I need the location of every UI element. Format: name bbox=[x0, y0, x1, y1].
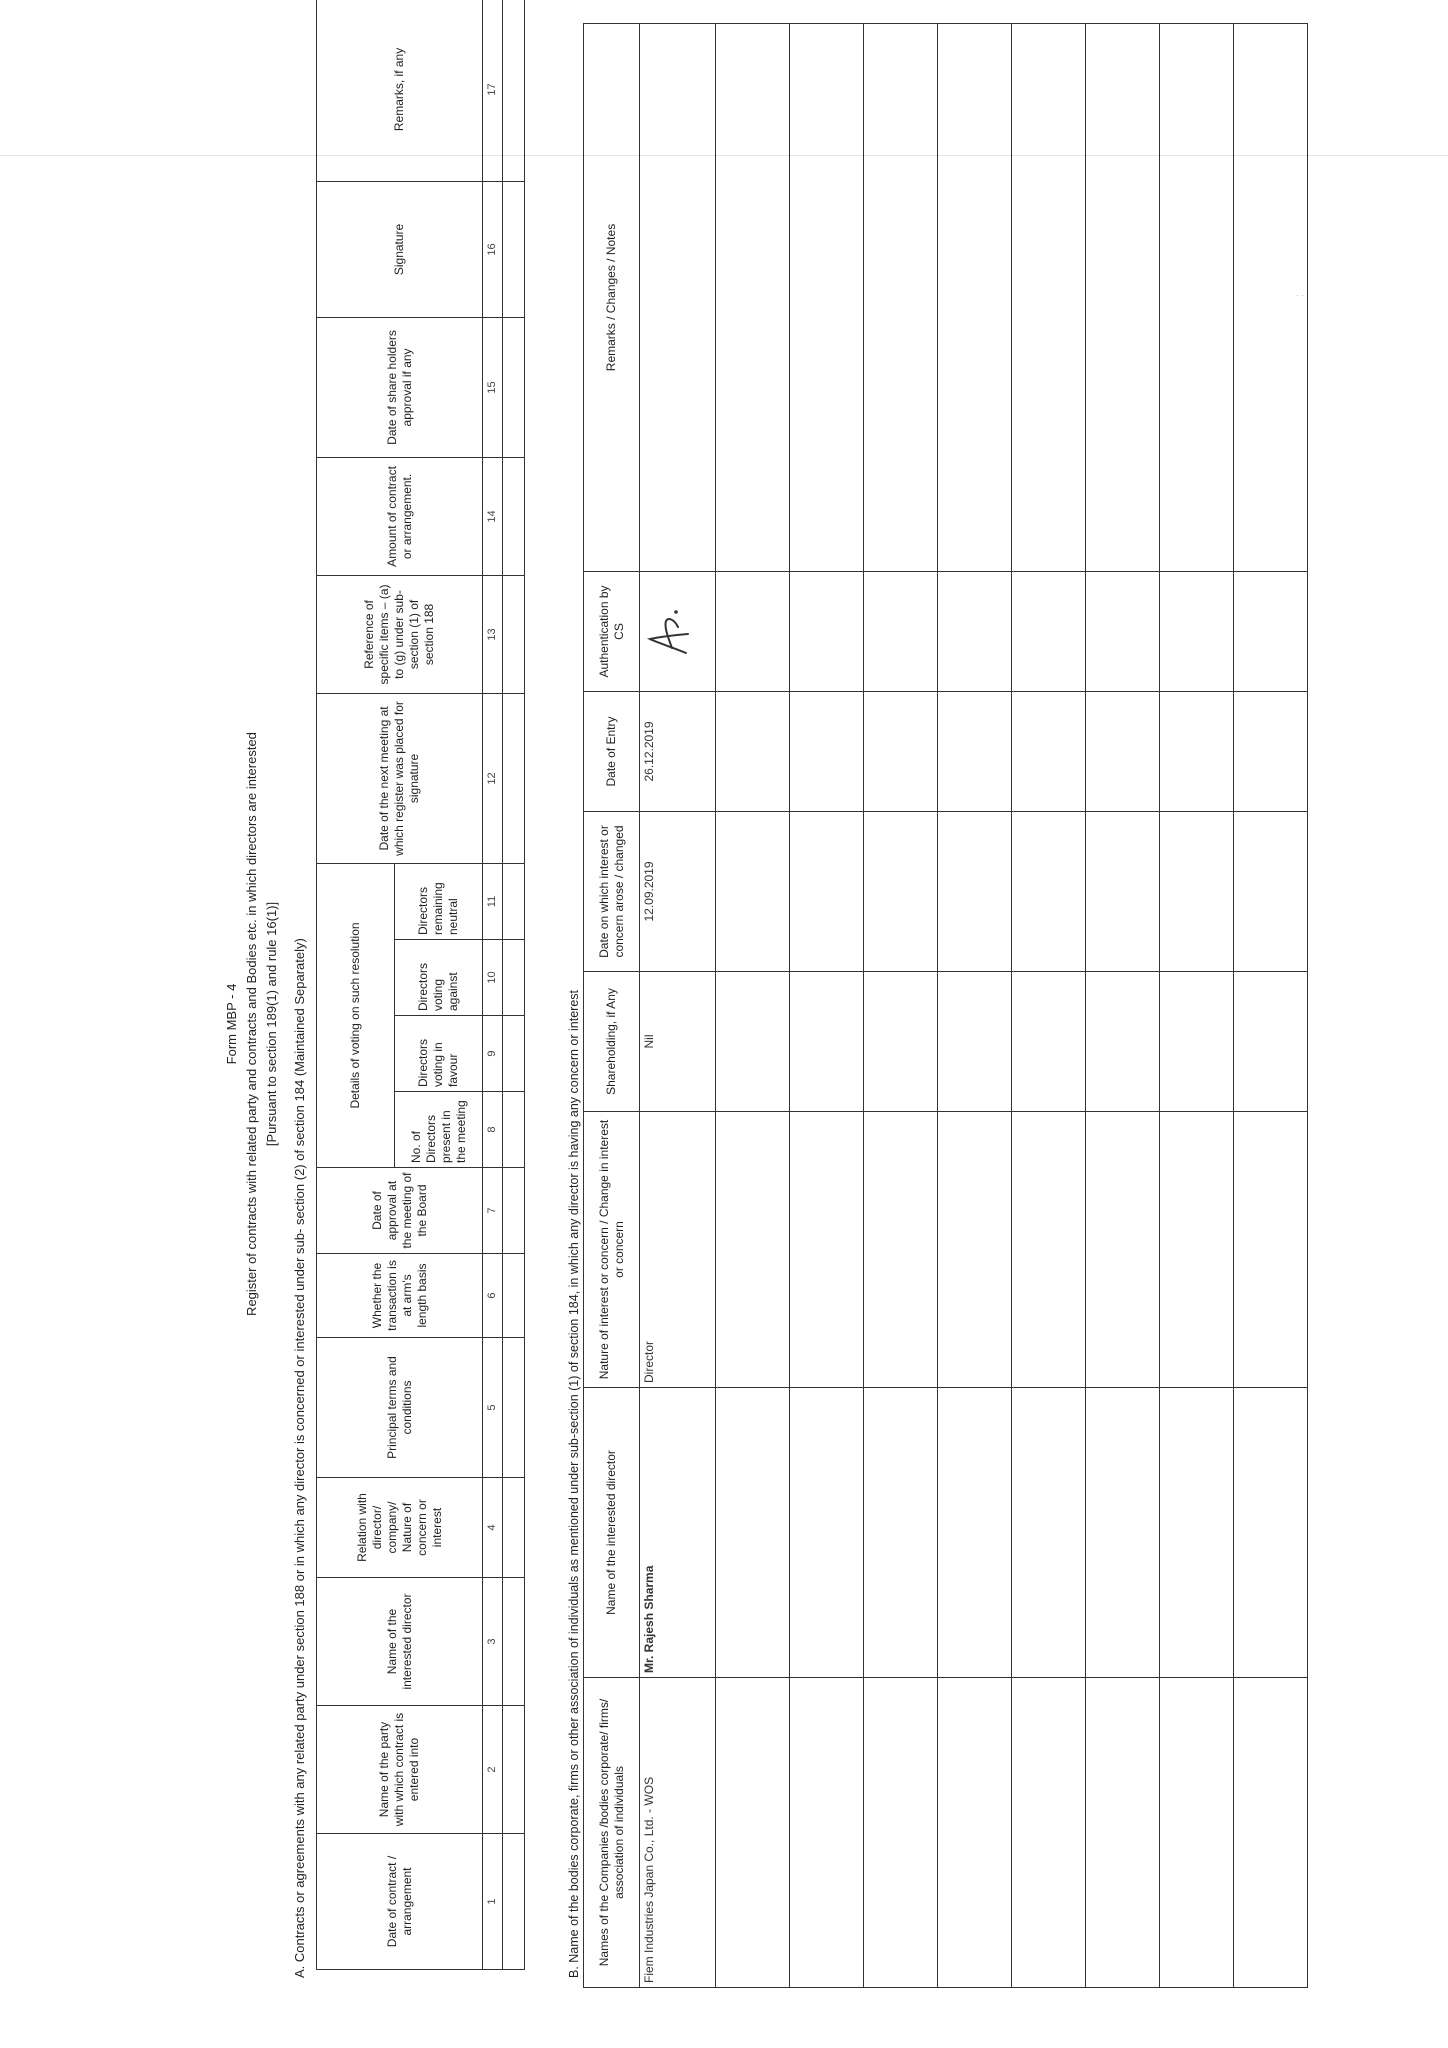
col-number: 4 bbox=[483, 1478, 503, 1578]
col-number: 8 bbox=[483, 1092, 503, 1168]
col-directors-against: Directors voting against bbox=[395, 940, 483, 1016]
col-number: 9 bbox=[483, 1016, 503, 1092]
col-number: 5 bbox=[483, 1338, 503, 1478]
table-cell bbox=[1234, 812, 1308, 972]
table-cell bbox=[938, 692, 1012, 812]
col-number: 10 bbox=[483, 940, 503, 1016]
table-row bbox=[938, 24, 1012, 1988]
col-shareholder-approval-date: Date of share holders approval if any bbox=[317, 317, 483, 457]
table-cell bbox=[1234, 1678, 1308, 1988]
table-cell bbox=[503, 1834, 525, 1970]
col-directors-present: No. of Directors present in the meeting bbox=[395, 1092, 483, 1168]
table-cell bbox=[1234, 1112, 1308, 1388]
table-cell bbox=[1234, 1388, 1308, 1678]
table-cell bbox=[1086, 972, 1160, 1112]
col-authentication: Authentication by CS bbox=[584, 572, 640, 692]
table-cell bbox=[503, 1578, 525, 1706]
table-cell bbox=[790, 1112, 864, 1388]
table-row bbox=[1012, 24, 1086, 1988]
table-cell bbox=[503, 1254, 525, 1338]
col-signature: Signature bbox=[317, 181, 483, 317]
table-cell bbox=[503, 1338, 525, 1478]
table-cell bbox=[1234, 572, 1308, 692]
table-cell bbox=[716, 972, 790, 1112]
col-board-approval-date: Date of approval at the meeting of the Board bbox=[317, 1168, 483, 1254]
table-cell bbox=[864, 1678, 938, 1988]
table-cell bbox=[1086, 1112, 1160, 1388]
table-cell bbox=[938, 24, 1012, 572]
table-cell bbox=[1160, 24, 1234, 572]
col-directors-neutral: Directors remaining neutral bbox=[395, 863, 483, 939]
table-cell bbox=[716, 24, 790, 572]
table-row bbox=[1160, 24, 1234, 1988]
director-name-cell: Mr. Rajesh Sharma bbox=[640, 1388, 716, 1678]
col-contract-amount: Amount of contract or arrangement. bbox=[317, 457, 483, 575]
col-section-188-reference: Reference of specific items – (a) to (g) under sub-section (1) of section 188 bbox=[317, 575, 483, 693]
table-cell bbox=[938, 1678, 1012, 1988]
table-cell bbox=[503, 1168, 525, 1254]
table-cell bbox=[1012, 24, 1086, 572]
table-cell bbox=[1160, 1678, 1234, 1988]
col-number: 7 bbox=[483, 1168, 503, 1254]
col-date-of-contract: Date of contract / arrangement bbox=[317, 1834, 483, 1970]
part-a-table bbox=[316, 0, 525, 1970]
table-cell bbox=[503, 575, 525, 693]
col-nature-of-interest: Nature of interest or concern / Change in interest or concern bbox=[584, 1112, 640, 1388]
part-a-caption bbox=[292, 938, 308, 1978]
col-number: 6 bbox=[483, 1254, 503, 1338]
form-number: Form MBP - 4 bbox=[224, 983, 239, 1065]
shareholding-cell: Nil bbox=[640, 972, 716, 1112]
part-a-maintained-note: (Maintained Separately) bbox=[292, 938, 307, 1077]
table-cell bbox=[790, 1678, 864, 1988]
table-cell bbox=[503, 317, 525, 457]
cs-signature-icon bbox=[642, 602, 698, 662]
col-number: 1 bbox=[483, 1834, 503, 1970]
table-cell bbox=[716, 572, 790, 692]
table-row bbox=[864, 24, 938, 1988]
table-cell bbox=[1160, 692, 1234, 812]
col-number: 3 bbox=[483, 1578, 503, 1706]
col-interested-director: Name of the interested director bbox=[317, 1578, 483, 1706]
table-row bbox=[640, 24, 716, 1988]
table-cell bbox=[1012, 972, 1086, 1112]
date-entry-cell: 26.12.2019 bbox=[640, 692, 716, 812]
table-cell bbox=[716, 812, 790, 972]
table-cell bbox=[938, 572, 1012, 692]
part-b-header-row bbox=[584, 24, 640, 1988]
table-cell bbox=[864, 24, 938, 572]
table-cell bbox=[503, 0, 525, 181]
table-cell bbox=[790, 692, 864, 812]
table-cell bbox=[1012, 812, 1086, 972]
date-arose-cell: 12.09.2019 bbox=[640, 812, 716, 972]
table-cell bbox=[503, 1016, 525, 1092]
table-cell bbox=[1086, 692, 1160, 812]
statutory-reference: [Pursuant to section 189(1) and rule 16(1)] bbox=[264, 901, 279, 1147]
company-name-cell: Fiem Industries Japan Co., Ltd. - WOS bbox=[640, 1678, 716, 1988]
table-cell bbox=[503, 457, 525, 575]
table-cell bbox=[1012, 1388, 1086, 1678]
col-date-of-entry: Date of Entry bbox=[584, 692, 640, 812]
col-company-names: Names of the Companies /bodies corporate/ firms/ association of individuals bbox=[584, 1678, 640, 1988]
table-row bbox=[1234, 24, 1308, 1988]
col-date-arose: Date on which interest or concern arose / changed bbox=[584, 812, 640, 972]
table-cell bbox=[864, 1388, 938, 1678]
table-cell bbox=[1012, 1678, 1086, 1988]
nature-cell: Director bbox=[640, 1112, 716, 1388]
table-cell bbox=[716, 692, 790, 812]
table-cell bbox=[938, 1388, 1012, 1678]
col-number: 17 bbox=[483, 0, 503, 181]
table-cell bbox=[1160, 1112, 1234, 1388]
table-cell bbox=[1160, 972, 1234, 1112]
table-row bbox=[790, 24, 864, 1988]
col-directors-in-favour: Directors voting in favour bbox=[395, 1016, 483, 1092]
table-cell bbox=[503, 693, 525, 863]
table-row bbox=[716, 24, 790, 1988]
col-number: 14 bbox=[483, 457, 503, 575]
table-cell bbox=[716, 1678, 790, 1988]
col-arms-length: Whether the transaction is at arm's length basis bbox=[317, 1254, 483, 1338]
col-remarks: Remarks, if any bbox=[317, 0, 483, 181]
col-number: 16 bbox=[483, 181, 503, 317]
table-cell bbox=[864, 572, 938, 692]
table-cell bbox=[716, 1112, 790, 1388]
col-party-name: Name of the party with which contract is entered into bbox=[317, 1706, 483, 1834]
part-b-caption: B. Name of the bodies corporate, firms or other association of individuals as mentioned under sub-section (1) of section 184, in which any director is having any concern or interest bbox=[567, 989, 581, 1978]
col-number: 13 bbox=[483, 575, 503, 693]
col-remarks-notes: Remarks / Changes / Notes bbox=[584, 24, 640, 572]
scan-speck-marks: · · bbox=[1296, 290, 1305, 300]
part-a-header-row-1 bbox=[317, 0, 395, 1970]
table-cell bbox=[864, 692, 938, 812]
col-number: 15 bbox=[483, 317, 503, 457]
authentication-cell bbox=[640, 572, 716, 692]
table-cell bbox=[1234, 972, 1308, 1112]
table-cell bbox=[1012, 692, 1086, 812]
col-number: 2 bbox=[483, 1706, 503, 1834]
table-cell bbox=[503, 1092, 525, 1168]
table-cell bbox=[1086, 1678, 1160, 1988]
table-cell bbox=[790, 812, 864, 972]
table-cell bbox=[864, 812, 938, 972]
table-cell bbox=[790, 1388, 864, 1678]
table-cell bbox=[864, 1112, 938, 1388]
table-cell bbox=[1086, 572, 1160, 692]
col-number: 12 bbox=[483, 693, 503, 863]
table-row bbox=[1086, 24, 1160, 1988]
table-cell bbox=[503, 1478, 525, 1578]
table-cell bbox=[1160, 812, 1234, 972]
table-cell bbox=[1234, 24, 1308, 572]
table-cell bbox=[1086, 24, 1160, 572]
table-cell bbox=[790, 24, 864, 572]
table-cell bbox=[1234, 692, 1308, 812]
col-group-voting-details: Details of voting on such resolution bbox=[317, 863, 395, 1167]
table-cell bbox=[864, 972, 938, 1112]
table-cell bbox=[503, 181, 525, 317]
table-cell bbox=[1012, 1112, 1086, 1388]
register-title: Register of contracts with related party and contracts and Bodies etc. in which directors are interested bbox=[244, 732, 259, 1316]
part-a-caption-text: A. Contracts or agreements with any related party under section 188 or in which any director is concerned or interested under sub- section (2) of section 184 bbox=[292, 1079, 307, 1978]
part-b-table bbox=[583, 23, 1308, 1988]
part-a-number-row bbox=[483, 0, 503, 1970]
table-cell bbox=[1086, 1388, 1160, 1678]
table-cell bbox=[716, 1388, 790, 1678]
table-cell bbox=[938, 812, 1012, 972]
table-cell bbox=[790, 972, 864, 1112]
col-number: 11 bbox=[483, 863, 503, 939]
col-principal-terms: Principal terms and conditions bbox=[317, 1338, 483, 1478]
col-shareholding: Shareholding, if Any bbox=[584, 972, 640, 1112]
col-relation-nature: Relation with director/ company/ Nature of concern or interest bbox=[317, 1478, 483, 1578]
table-cell bbox=[1160, 572, 1234, 692]
table-cell bbox=[503, 1706, 525, 1834]
table-cell bbox=[1012, 572, 1086, 692]
table-cell bbox=[938, 972, 1012, 1112]
part-a-empty-row bbox=[503, 0, 525, 1970]
table-cell bbox=[1160, 1388, 1234, 1678]
col-next-meeting-date: Date of the next meeting at which register was placed for signature bbox=[317, 693, 483, 863]
col-interested-director: Name of the interested director bbox=[584, 1388, 640, 1678]
remarks-cell bbox=[640, 24, 716, 572]
table-cell bbox=[503, 940, 525, 1016]
table-cell bbox=[790, 572, 864, 692]
table-cell bbox=[1086, 812, 1160, 972]
table-cell bbox=[503, 863, 525, 939]
table-cell bbox=[938, 1112, 1012, 1388]
